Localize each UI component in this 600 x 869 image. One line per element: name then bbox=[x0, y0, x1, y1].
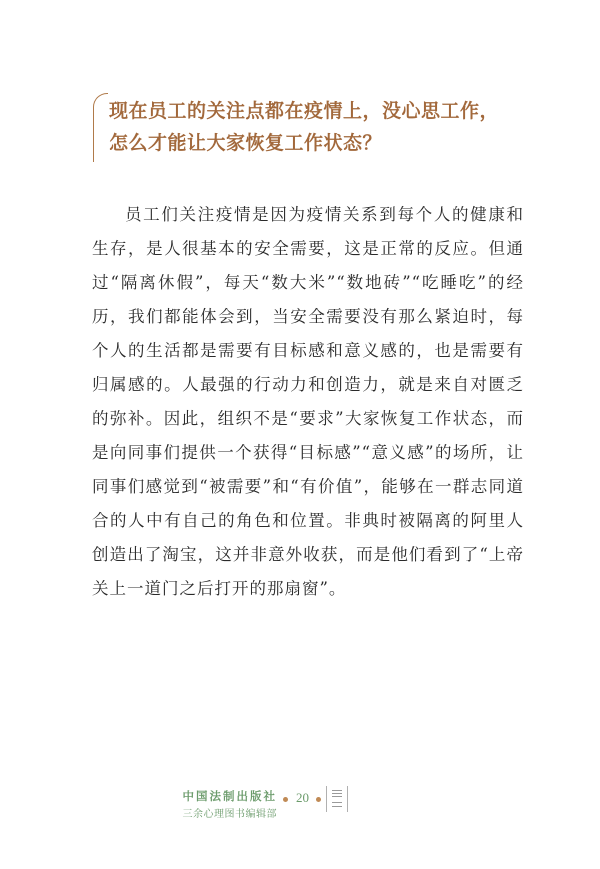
question-heading-box bbox=[93, 93, 513, 161]
right-dot-icon bbox=[316, 797, 321, 802]
imprint-logo-icon bbox=[326, 786, 348, 812]
publisher-name: 中国法制出版社 bbox=[182, 789, 277, 803]
publisher-imprint: 三余心理图书编辑部 bbox=[182, 809, 277, 820]
answer-body bbox=[92, 198, 524, 606]
left-dot-icon bbox=[283, 797, 288, 802]
heading-bracket-decoration bbox=[93, 93, 108, 162]
answer-paragraph: 员工们关注疫情是因为疫情关系到每个人的健康和生存，是人很基本的安全需要，这是正常的反应。但通过“隔离休假”，每天“数大米”“数地砖”“吃睡吃”的经历，我们都能体会到，当安全需要没有那么紧迫时，每个人的生活都是需要有目标感和意义感的，也是需要有归属感的。人最强的行动力和创造力，就是来自对匮乏的弥补。因此，组织不是“要求”大家恢复工作状态，而是向同事们提供一个获得“目标感”“意义感”的场所，让同事们感觉到“被需要”和“有价值”，能够在一群志同道合的人中有自己的角色和位置。非典时被隔离的阿里人创造出了淘宝，这并非意外收获，而是他们看到了“上帝关上一道门之后打开的那扇窗”。 bbox=[92, 205, 524, 598]
page-number: 20 bbox=[296, 790, 309, 805]
question-heading: 现在员工的关注点都在疫情上，没心思工作，怎么才能让大家恢复工作状态？ bbox=[109, 100, 500, 154]
page-footer bbox=[0, 786, 600, 826]
